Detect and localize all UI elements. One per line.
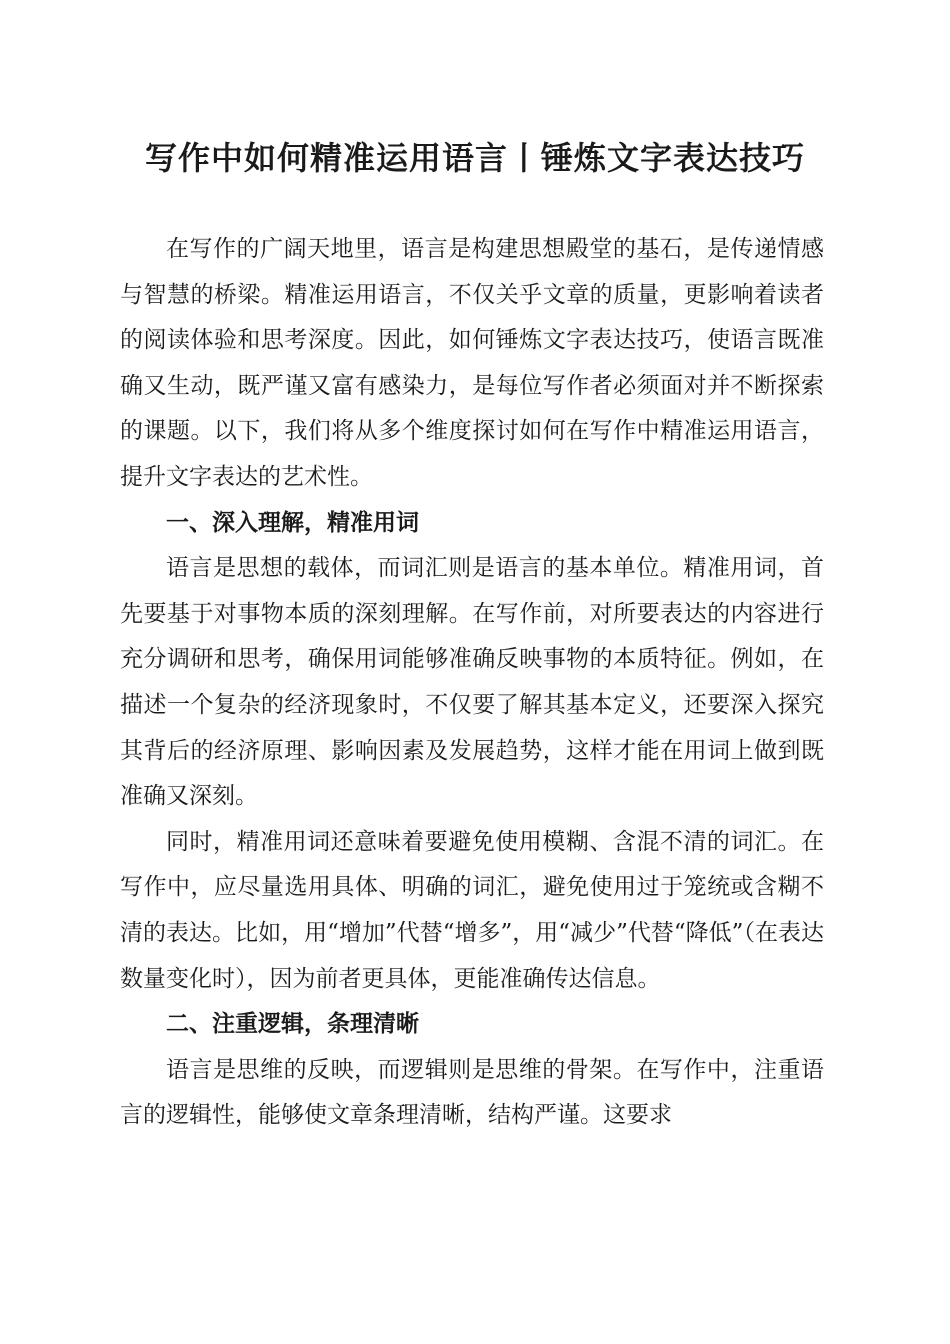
section2-paragraph-1: 语言是思维的反映，而逻辑则是思维的骨架。在写作中，注重语言的逻辑性，能够使文章条理清晰，结构严谨。这要求	[120, 1056, 824, 1129]
document-body	[120, 227, 824, 1139]
section1-paragraph-1: 语言是思想的载体，而词汇则是语言的基本单位。精准用词，首先要基于对事物本质的深刻理解。在写作前，对所要表达的内容进行充分调研和思考，确保用词能够准确反映事物的本质特征。例如，在描述一个复杂的经济现象时，不仅要了解其基本定义，还要深入探究其背后的经济原理、影响因素及发展趋势，这样才能在用词上做到既准确又深刻。	[120, 555, 824, 810]
section1-paragraph-2: 同时，精准用词还意味着要避免使用模糊、含混不清的词汇。在写作中，应尽量选用具体、明确的词汇，避免使用过于笼统或含糊不清的表达。比如，用“增加”代替“增多”，用“减少”代替“降低”（在表达数量变化时），因为前者更具体，更能准确传达信息。	[120, 828, 824, 992]
intro-paragraph: 在写作的广阔天地里，语言是构建思想殿堂的基石，是传递情感与智慧的桥梁。精准运用语言，不仅关乎文章的质量，更影响着读者的阅读体验和思考深度。因此，如何锤炼文字表达技巧，使语言既准确又生动，既严谨又富有感染力，是每位写作者必须面对并不断探索的课题。以下，我们将从多个维度探讨如何在写作中精准运用语言，提升文字表达的艺术性。	[120, 236, 824, 490]
section-heading-1: 一、深入理解，精准用词	[166, 509, 419, 536]
document-title: 写作中如何精准运用语言丨锤炼文字表达技巧	[144, 139, 805, 177]
section-heading-2: 二、注重逻辑，条理清晰	[166, 1011, 419, 1038]
